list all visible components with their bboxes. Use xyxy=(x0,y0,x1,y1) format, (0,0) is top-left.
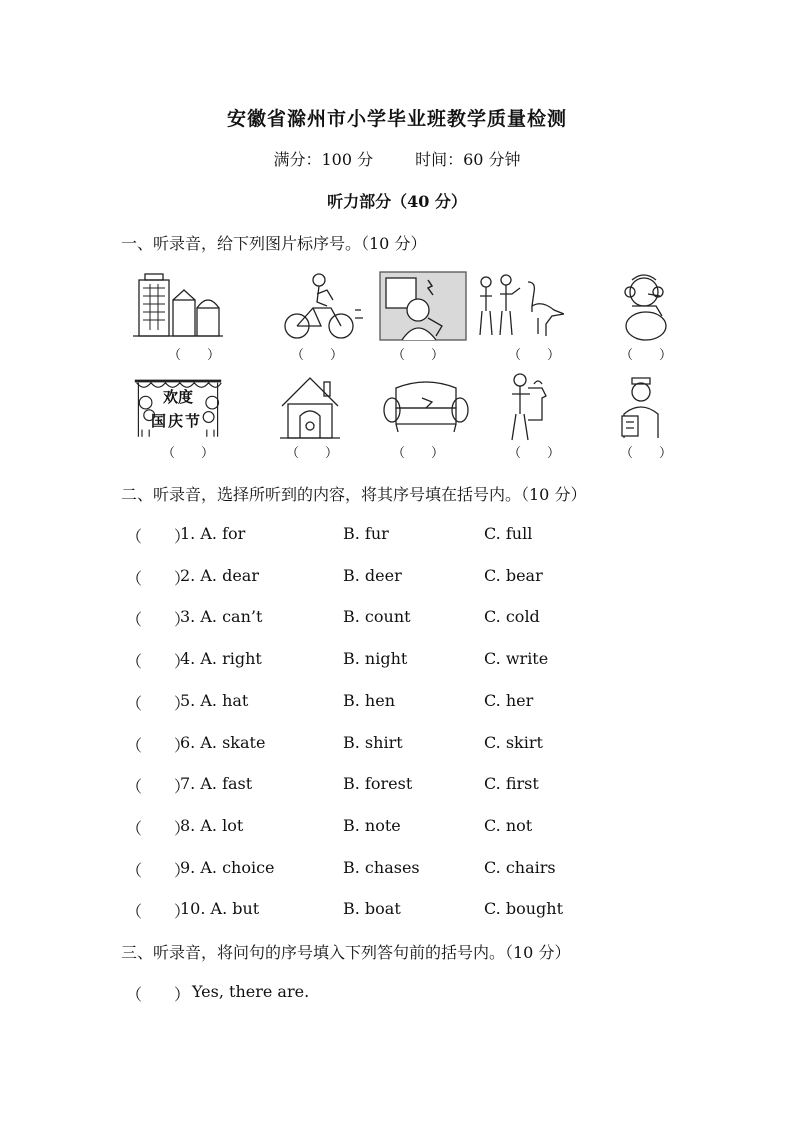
option-c: C. her xyxy=(484,691,534,710)
option-a: 3. A. can’t xyxy=(180,607,263,626)
listening-part-title: 听力部分（40 分） xyxy=(327,192,467,211)
option-b: B. note xyxy=(343,816,401,835)
answer-bracket[interactable]: （ ） xyxy=(126,777,191,796)
option-a: 2. A. dear xyxy=(180,566,259,585)
answer-bracket[interactable]: （ ） xyxy=(508,348,561,363)
option-b: B. chases xyxy=(343,858,420,877)
option-b: B. night xyxy=(343,649,408,668)
option-a: 4. A. right xyxy=(180,649,262,668)
option-a: 9. A. choice xyxy=(180,858,275,877)
option-a: 6. A. skate xyxy=(180,733,266,752)
option-c: C. chairs xyxy=(484,858,556,877)
option-b: B. fur xyxy=(343,524,389,543)
answer-bracket[interactable]: （ ） xyxy=(291,348,344,363)
answer-bracket[interactable]: （ ） xyxy=(168,348,221,363)
national-day-banner-icon xyxy=(133,372,233,444)
snowman-icon xyxy=(608,270,698,342)
kids-dinosaur-icon xyxy=(474,270,564,342)
option-c: C. bear xyxy=(484,566,543,585)
answer-bracket[interactable]: （ ） xyxy=(126,985,191,1004)
option-c: C. skirt xyxy=(484,733,543,752)
option-c: C. first xyxy=(484,774,539,793)
boy-cycling-icon xyxy=(275,270,365,342)
page-title: 安徽省滁州市小学毕业班教学质量检测 xyxy=(226,108,567,130)
answer-bracket[interactable]: （ ） xyxy=(286,446,339,461)
house-icon xyxy=(280,372,370,444)
option-c: C. bought xyxy=(484,899,563,918)
answer-text: Yes, there are. xyxy=(192,982,310,1001)
answer-bracket[interactable]: （ ） xyxy=(126,819,191,838)
option-a: 10. A. but xyxy=(180,899,260,918)
option-b: B. shirt xyxy=(343,733,403,752)
answer-bracket[interactable]: （ ） xyxy=(126,736,191,755)
option-b: B. deer xyxy=(343,566,402,585)
option-a: 8. A. lot xyxy=(180,816,244,835)
option-c: C. cold xyxy=(484,607,540,626)
exam-meta xyxy=(0,147,794,170)
answer-bracket[interactable]: （ ） xyxy=(620,446,673,461)
option-c: C. write xyxy=(484,649,549,668)
option-a: 5. A. hat xyxy=(180,691,249,710)
answer-bracket[interactable]: （ ） xyxy=(126,610,191,629)
answer-bracket[interactable]: （ ） xyxy=(162,446,215,461)
answer-bracket[interactable]: （ ） xyxy=(126,569,191,588)
nurse-icon xyxy=(610,372,700,444)
section3-heading: 三、听录音，将问句的序号填入下列答句前的括号内。（10 分） xyxy=(121,943,571,962)
banner-text-top: 欢度 xyxy=(163,388,194,406)
full-score: 满分：100 分 xyxy=(273,150,374,169)
option-c: C. not xyxy=(484,816,533,835)
answer-bracket[interactable]: （ ） xyxy=(620,348,673,363)
girl-at-window-icon xyxy=(378,270,468,342)
answer-bracket[interactable]: （ ） xyxy=(126,694,191,713)
answer-bracket[interactable]: （ ） xyxy=(392,348,445,363)
option-c: C. full xyxy=(484,524,533,543)
answer-bracket[interactable]: （ ） xyxy=(126,902,191,921)
answer-bracket[interactable]: （ ） xyxy=(126,527,191,546)
section2-heading: 二、听录音，选择所听到的内容，将其序号填在括号内。（10 分） xyxy=(121,485,587,504)
option-a: 1. A. for xyxy=(180,524,246,543)
boy-clothes-icon xyxy=(498,372,588,444)
section1-heading: 一、听录音，给下列图片标序号。（10 分） xyxy=(121,234,427,253)
option-b: B. hen xyxy=(343,691,396,710)
answer-bracket[interactable]: （ ） xyxy=(392,446,445,461)
answer-bracket[interactable]: （ ） xyxy=(126,861,191,880)
city-buildings-icon xyxy=(133,270,223,342)
answer-bracket[interactable]: （ ） xyxy=(126,652,191,671)
banner-text-bottom: 国庆节 xyxy=(151,412,203,430)
option-b: B. count xyxy=(343,607,411,626)
answer-bracket[interactable]: （ ） xyxy=(508,446,561,461)
option-a: 7. A. fast xyxy=(180,774,253,793)
option-b: B. forest xyxy=(343,774,413,793)
sofa-icon xyxy=(382,372,472,444)
exam-time: 时间：60 分钟 xyxy=(415,150,521,169)
option-b: B. boat xyxy=(343,899,401,918)
